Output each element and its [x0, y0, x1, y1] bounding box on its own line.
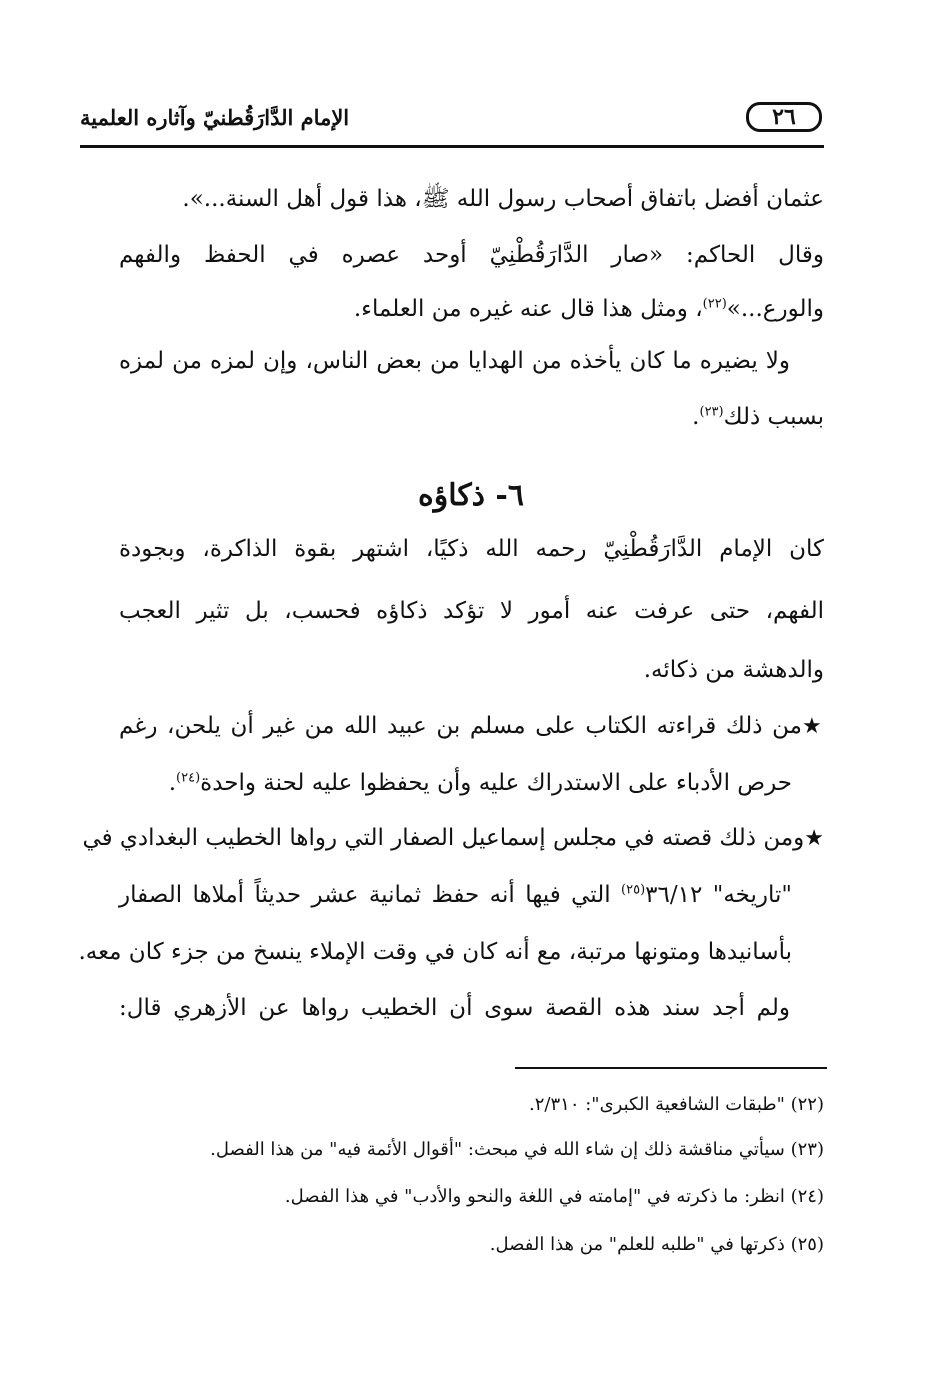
bullet-line	[119, 880, 792, 910]
paragraph-line: كان الإمام الدَّارَقُطْنِيّ رحمه الله ذكيًا، اشتهر بقوة الذاكرة، وبجودة	[119, 536, 824, 562]
text-span: "تاريخه" ٣٦/١٢	[645, 882, 792, 908]
page-number: ٢٦	[746, 102, 822, 132]
paragraph-line	[119, 294, 824, 324]
bullet-line: بأسانيدها ومتونها مرتبة، مع أنه كان في وقت الإملاء ينسخ من جزء كان معه.	[78, 939, 792, 965]
text-span: من ذلك قراءته الكتاب على مسلم بن عبيد الله من غير أن يلحن، رغم	[119, 713, 802, 739]
text-span: .	[692, 404, 700, 430]
footnote: (٢٢) "طبقات الشافعية الكبرى": ٢/٣١٠.	[529, 1094, 824, 1115]
page-header	[80, 96, 822, 144]
text-span: التي فيها أنه حفظ ثمانية عشر حديثاً أملاها الصفار	[119, 882, 622, 908]
bullet-line	[82, 823, 824, 854]
header-divider	[80, 145, 824, 148]
footnote-divider	[515, 1067, 827, 1069]
bullet-line	[119, 768, 792, 798]
text-span: .	[168, 770, 177, 796]
footnote: (٢٤) انظر: ما ذكرته في "إمامته في اللغة والنحو والأدب" في هذا الفصل.	[284, 1186, 824, 1207]
bullet-line	[119, 711, 824, 742]
footnote-ref: (٢٢)	[702, 296, 727, 312]
paragraph-line	[119, 402, 824, 432]
text-span: والورع...»	[726, 296, 824, 322]
paragraph-line: الفهم، حتى عرفت عنه أمور لا تؤكد ذكاؤه فحسب، بل تثير العجب	[119, 598, 824, 624]
section-heading: ٦- ذكاؤه	[417, 478, 524, 513]
text-span: ، ومثل هذا قال عنه غيره من العلماء.	[353, 296, 703, 322]
footnote: (٢٣) سيأتي مناقشة ذلك إن شاء الله في مبحث: "أقوال الأئمة فيه" من هذا الفصل.	[210, 1139, 824, 1160]
paragraph-line: ولا يضيره ما كان يأخذه من الهدايا من بعض الناس، وإن لمزه من لمزه	[119, 348, 790, 374]
paragraph-line: عثمان أفضل باتفاق أصحاب رسول الله ﷺ، هذا قول أهل السنة...».	[182, 186, 824, 212]
footnote-ref: (٢٥)	[621, 882, 646, 898]
paragraph-line: وقال الحاكم: «صار الدَّارَقُطْنِيّ أوحد عصره في الحفظ والفهم	[119, 242, 824, 268]
star-bullet-icon: ★	[804, 826, 824, 851]
text-span: حرص الأدباء على الاستدراك عليه وأن يحفظوا عليه لحنة واحدة	[200, 770, 792, 796]
footnote-ref: (٢٣)	[699, 404, 724, 420]
paragraph-line: ولم أجد سند هذه القصة سوى أن الخطيب رواها عن الأزهري قال:	[119, 995, 790, 1021]
running-title: الإمام الدَّارَقُطنيّ وآثاره العلمية	[80, 105, 350, 130]
paragraph-line: والدهشة من ذكائه.	[643, 657, 824, 683]
text-span: بسبب ذلك	[723, 404, 824, 430]
text-span: ومن ذلك قصته في مجلس إسماعيل الصفار التي رواها الخطيب البغدادي في	[82, 825, 805, 851]
star-bullet-icon: ★	[801, 714, 824, 739]
footnote: (٢٥) ذكرتها في "طلبه للعلم" من هذا الفصل.	[489, 1234, 824, 1255]
footnote-ref: (٢٤)	[176, 770, 201, 786]
